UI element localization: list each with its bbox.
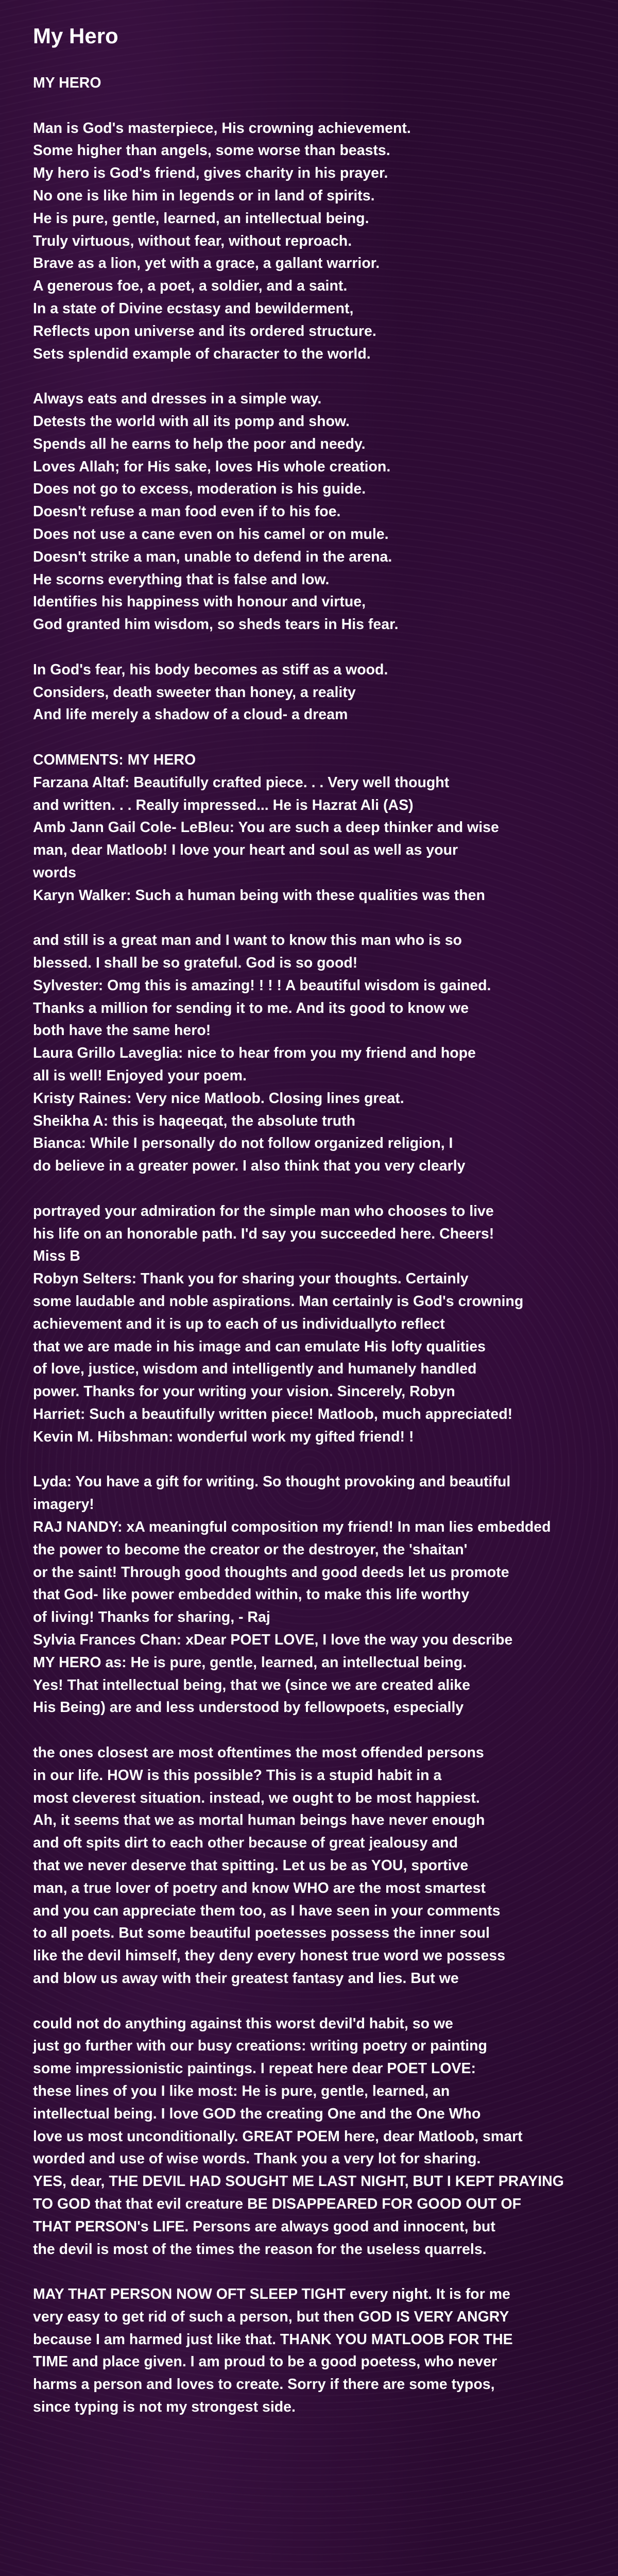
poem-line: Miss B: [33, 1248, 80, 1265]
poem-line: Doesn't refuse a man food even if to his foe.: [33, 503, 341, 520]
poem-line: Truly virtuous, without fear, without reproach.: [33, 232, 352, 249]
poem-line: very easy to get rid of such a person, but then GOD IS VERY ANGRY: [33, 2308, 509, 2325]
poem-line: YES, dear, THE DEVIL HAD SOUGHT ME LAST NIGHT, BUT I KEPT PRAYING: [33, 2173, 564, 2190]
poem-line: imagery!: [33, 1496, 94, 1513]
poem-line: Sheikha A: this is haqeeqat, the absolute truth: [33, 1112, 356, 1129]
poem-line: words: [33, 864, 76, 881]
blank-line: [33, 907, 618, 929]
poem-line: RAJ NANDY: xA meaningful composition my friend! In man lies embedded: [33, 1519, 551, 1535]
poem-line: My hero is God's friend, gives charity in his prayer.: [33, 165, 388, 182]
poem-line: Loves Allah; for His sake, loves His whole creation.: [33, 458, 391, 475]
poem-line: and blow us away with their greatest fantasy and lies. But we: [33, 1970, 459, 1987]
poem-line: Does not go to excess, moderation is his guide.: [33, 481, 366, 498]
poem-line: Amb Jann Gail Cole- LeBleu: You are such a deep thinker and wise: [33, 819, 499, 836]
poem-line: harms a person and loves to create. Sorry if there are some typos,: [33, 2376, 495, 2393]
poem-line: Kristy Raines: Very nice Matloob. Closing lines great.: [33, 1090, 404, 1107]
poem-line: Sylvester: Omg this is amazing! ! ! ! A beautiful wisdom is gained.: [33, 977, 491, 994]
poem-line: No one is like him in legends or in land of spirits.: [33, 187, 375, 204]
poem-line: Kevin M. Hibshman: wonderful work my gifted friend! !: [33, 1428, 414, 1445]
poem-line: of living! Thanks for sharing, - Raj: [33, 1609, 270, 1626]
poem-line: some impressionistic paintings. I repeat here dear POET LOVE:: [33, 2060, 476, 2077]
poem-line: Harriet: Such a beautifully written piece! Matloob, much appreciated!: [33, 1406, 513, 1423]
poem-line: In God's fear, his body becomes as stiff as a wood.: [33, 661, 388, 678]
poem-line: these lines of you I like most: He is pure, gentle, learned, an: [33, 2082, 450, 2099]
poem-line: Brave as a lion, yet with a grace, a gallant warrior.: [33, 255, 380, 272]
poem-line: that God- like power embedded within, to make this life worthy: [33, 1586, 470, 1603]
poem-line: Thanks a million for sending it to me. And its good to know we: [33, 999, 469, 1016]
poem-line: some laudable and noble aspirations. Man certainly is God's crowning: [33, 1293, 524, 1310]
poem-line: that we are made in his image and can emulate His lofty qualities: [33, 1338, 486, 1355]
poem-line: Reflects upon universe and its ordered structure.: [33, 323, 376, 340]
poem-line: COMMENTS: MY HERO: [33, 751, 196, 768]
poem-line: Detests the world with all its pomp and show.: [33, 413, 350, 430]
poem-line: and oft spits dirt to each other because of great jealousy and: [33, 1835, 458, 1852]
poem-line: all is well! Enjoyed your poem.: [33, 1067, 247, 1084]
poem-line: his life on an honorable path. I'd say you succeeded here. Cheers!: [33, 1225, 494, 1242]
poem-line: Man is God's masterpiece, His crowning achievement.: [33, 120, 411, 137]
blank-line: [33, 95, 618, 117]
poem-line: Yes! That intellectual being, that we (since we are created alike: [33, 1676, 470, 1693]
poem-line: and still is a great man and I want to know this man who is so: [33, 932, 462, 949]
blank-line: [33, 1990, 618, 2013]
poem-line: intellectual being. I love GOD the creating One and the One Who: [33, 2105, 481, 2122]
blank-line: [33, 1449, 618, 1471]
poem-line: Farzana Altaf: Beautifully crafted piece. . . Very well thought: [33, 774, 450, 791]
blank-line: [33, 2261, 618, 2283]
poem-line: power. Thanks for your writing your vision. Sincerely, Robyn: [33, 1383, 455, 1400]
poem-line: because I am harmed just like that. THANK YOU MATLOOB FOR THE: [33, 2331, 513, 2348]
poem-line: Sylvia Frances Chan: xDear POET LOVE, I love the way you describe: [33, 1631, 513, 1648]
blank-line: [33, 1178, 618, 1200]
poem-line: Considers, death sweeter than honey, a reality: [33, 684, 356, 701]
poem-line: the devil is most of the times the reason for the useless quarrels.: [33, 2241, 487, 2258]
poem-line: MAY THAT PERSON NOW OFT SLEEP TIGHT every night. It is for me: [33, 2286, 510, 2303]
poem-line: He is pure, gentle, learned, an intellectual being.: [33, 210, 369, 227]
poem-line: or the saint! Through good thoughts and good deeds let us promote: [33, 1564, 509, 1581]
poem-line: like the devil himself, they deny every honest true word we possess: [33, 1947, 506, 1964]
poem-line: and written. . . Really impressed... He is Hazrat Ali (AS): [33, 796, 414, 814]
blank-line: [33, 636, 618, 659]
poem-line: Does not use a cane even on his camel or on mule.: [33, 526, 389, 543]
poem-line: do believe in a greater power. I also think that you very clearly: [33, 1158, 466, 1175]
poem-line: MY HERO: [33, 75, 101, 91]
poem-line: portrayed your admiration for the simple man who chooses to live: [33, 1202, 494, 1219]
poem-line: He scorns everything that is false and low.: [33, 571, 330, 588]
poem-line: Identifies his happiness with honour and virtue,: [33, 594, 366, 611]
poem-line: And life merely a shadow of a cloud- a dream: [33, 706, 348, 723]
poem-line: worded and use of wise words. Thank you a very lot for sharing.: [33, 2150, 481, 2167]
poem-line: since typing is not my strongest side.: [33, 2399, 296, 2416]
poem-line: Bianca: While I personally do not follow organized religion, I: [33, 1135, 453, 1152]
poem-line: THAT PERSON's LIFE. Persons are always good and innocent, but: [33, 2218, 495, 2235]
poem-line: could not do anything against this worst devil'd habit, so we: [33, 2015, 453, 2032]
poem-line: that we never deserve that spitting. Let us be as YOU, sportive: [33, 1857, 469, 1874]
poem-line: His Being) are and less understood by fellowpoets, especially: [33, 1699, 464, 1716]
poem-line: of love, justice, wisdom and intelligently and humanely handled: [33, 1361, 477, 1378]
poem-line: blessed. I shall be so grateful. God is so good!: [33, 955, 358, 972]
poem-line: to all poets. But some beautiful poetesses possess the inner soul: [33, 1925, 490, 1942]
blank-line: [33, 365, 618, 388]
poem-line: both have the same hero!: [33, 1022, 211, 1039]
poem-line: In a state of Divine ecstasy and bewilderment,: [33, 300, 354, 317]
poem-line: Robyn Selters: Thank you for sharing your thoughts. Certainly: [33, 1270, 469, 1287]
poem-line: Sets splendid example of character to the world.: [33, 345, 371, 362]
poem-line: Doesn't strike a man, unable to defend in the arena.: [33, 548, 392, 565]
poem-line: MY HERO as: He is pure, gentle, learned, an intellectual being.: [33, 1654, 467, 1671]
poem-line: just go further with our busy creations: writing poetry or painting: [33, 2038, 487, 2055]
poem-line: Laura Grillo Laveglia: nice to hear from you my friend and hope: [33, 1045, 476, 1062]
poem-body: [33, 72, 618, 2419]
poem-line: love us most unconditionally. GREAT POEM here, dear Matloob, smart: [33, 2128, 523, 2145]
poem-line: Always eats and dresses in a simple way.: [33, 391, 322, 408]
poem-line: man, a true lover of poetry and know WHO are the most smartest: [33, 1879, 486, 1896]
poem-title: My Hero: [33, 24, 118, 48]
poem-line: the power to become the creator or the destroyer, the 'shaitan': [33, 1541, 468, 1558]
poem-line: Spends all he earns to help the poor and needy.: [33, 435, 366, 452]
poem-line: in our life. HOW is this possible? This is a stupid habit in a: [33, 1767, 442, 1784]
poem-line: Karyn Walker: Such a human being with these qualities was then: [33, 887, 485, 904]
blank-line: [33, 726, 618, 749]
poem-line: God granted him wisdom, so sheds tears in His fear.: [33, 616, 399, 633]
poem-line: TO GOD that that evil creature BE DISAPPEARED FOR GOOD OUT OF: [33, 2195, 522, 2212]
poem-line: Some higher than angels, some worse than beasts.: [33, 142, 390, 159]
poem-line: the ones closest are most oftentimes the most offended persons: [33, 1744, 484, 1761]
poem-line: Ah, it seems that we as mortal human beings have never enough: [33, 1812, 485, 1829]
poem-line: and you can appreciate them too, as I have seen in your comments: [33, 1902, 501, 1919]
poem-line: TIME and place given. I am proud to be a good poetess, who never: [33, 2353, 497, 2370]
poem-line: man, dear Matloob! I love your heart and soul as well as your: [33, 842, 458, 859]
poem-line: Lyda: You have a gift for writing. So thought provoking and beautiful: [33, 1473, 511, 1490]
poem-line: most cleverest situation. instead, we ought to be most happiest.: [33, 1789, 480, 1806]
blank-line: [33, 1719, 618, 1742]
poem-line: A generous foe, a poet, a soldier, and a saint.: [33, 278, 348, 295]
poem-line: achievement and it is up to each of us individuallyto reflect: [33, 1315, 445, 1332]
